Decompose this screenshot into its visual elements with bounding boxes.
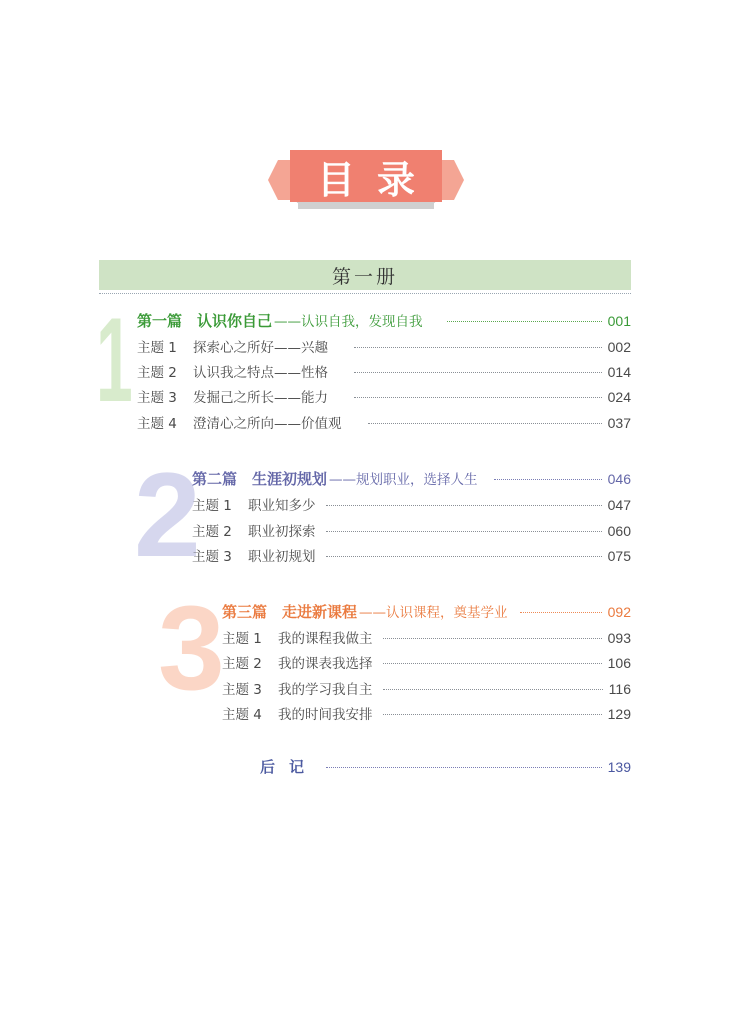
toc-theme[interactable] (222, 678, 631, 700)
theme-number: 主题 2 (192, 524, 232, 540)
leader-dots (383, 638, 602, 639)
page-number: 139 (607, 759, 631, 775)
theme-number: 主题 1 (192, 498, 232, 514)
theme-name: 职业知多少 (248, 498, 316, 514)
toc-theme[interactable] (222, 627, 631, 649)
theme-name: 我的课表我选择 (278, 656, 373, 672)
page-title: 目录 (316, 157, 437, 202)
page-number: 024 (607, 389, 631, 405)
leader-dots (447, 321, 602, 322)
part-title: 第二篇 生涯初规划 (192, 470, 328, 488)
page-number: 092 (607, 604, 631, 620)
theme-name: 发掘己之所长——能力 (193, 390, 328, 406)
toc-theme[interactable] (137, 412, 631, 434)
leader-dots (354, 347, 602, 348)
page-number: 002 (607, 339, 631, 355)
part-title: 第三篇 走进新课程 (222, 603, 358, 621)
theme-name: 职业初规划 (248, 549, 316, 565)
theme-number: 主题 1 (222, 631, 262, 647)
leader-dots (326, 531, 602, 532)
part-subtitle: ——认识课程，奠基学业 (359, 605, 508, 621)
toc-theme[interactable] (192, 520, 631, 542)
leader-dots (383, 714, 602, 715)
page-number: 037 (607, 415, 631, 431)
theme-number: 主题 2 (137, 365, 177, 381)
page-number: 116 (608, 681, 631, 697)
afterword-title: 后记 (260, 758, 319, 776)
leader-dots (354, 397, 602, 398)
toc-theme[interactable] (137, 386, 631, 408)
theme-name: 我的课程我做主 (278, 631, 373, 647)
theme-number: 主题 2 (222, 656, 262, 672)
theme-number: 主题 3 (137, 390, 177, 406)
theme-name: 澄清心之所向——价值观 (193, 416, 342, 432)
leader-dots (326, 505, 602, 506)
divider (99, 293, 631, 294)
part-1-numeral: 1 (96, 293, 133, 427)
theme-number: 主题 4 (222, 707, 262, 723)
theme-number: 主题 3 (192, 549, 232, 565)
leader-dots (326, 767, 602, 768)
theme-number: 主题 4 (137, 416, 177, 432)
part-title: 第一篇 认识你自己 (137, 312, 273, 330)
toc-theme[interactable] (222, 652, 631, 674)
page-number: 093 (607, 630, 631, 646)
part-subtitle: ——规划职业，选择人生 (329, 472, 478, 488)
theme-name: 探索心之所好——兴趣 (193, 340, 328, 356)
page-number: 001 (607, 313, 631, 329)
leader-dots (383, 663, 602, 664)
leader-dots (520, 612, 602, 613)
toc-theme[interactable] (137, 361, 631, 383)
volume-header: 第一册 (99, 260, 631, 290)
toc-theme[interactable] (192, 545, 631, 567)
part-2-numeral: 2 (134, 448, 201, 582)
toc-theme[interactable] (192, 494, 631, 516)
leader-dots (494, 479, 602, 480)
theme-number: 主题 3 (222, 682, 262, 698)
theme-name: 我的时间我安排 (278, 707, 373, 723)
toc-theme[interactable] (222, 703, 631, 725)
page-number: 046 (607, 471, 631, 487)
page-number: 106 (607, 655, 631, 671)
leader-dots (368, 423, 602, 424)
leader-dots (383, 689, 603, 690)
theme-name: 职业初探索 (248, 524, 316, 540)
page-number: 014 (607, 364, 631, 380)
page-number: 047 (607, 497, 631, 513)
part-subtitle: ——认识自我，发现自我 (274, 314, 423, 330)
theme-number: 主题 1 (137, 340, 177, 356)
toc-part-3[interactable] (222, 601, 631, 623)
toc-part-1[interactable] (137, 310, 631, 332)
theme-name: 我的学习我自主 (278, 682, 373, 698)
toc-afterword[interactable] (260, 756, 631, 778)
part-3-numeral: 3 (158, 581, 225, 715)
leader-dots (354, 372, 602, 373)
toc-theme[interactable] (137, 336, 631, 358)
theme-name: 认识我之特点——性格 (193, 365, 328, 381)
page-number: 129 (607, 706, 631, 722)
toc-part-2[interactable] (192, 468, 631, 490)
page-number: 075 (607, 548, 631, 564)
page-number: 060 (607, 523, 631, 539)
leader-dots (326, 556, 602, 557)
